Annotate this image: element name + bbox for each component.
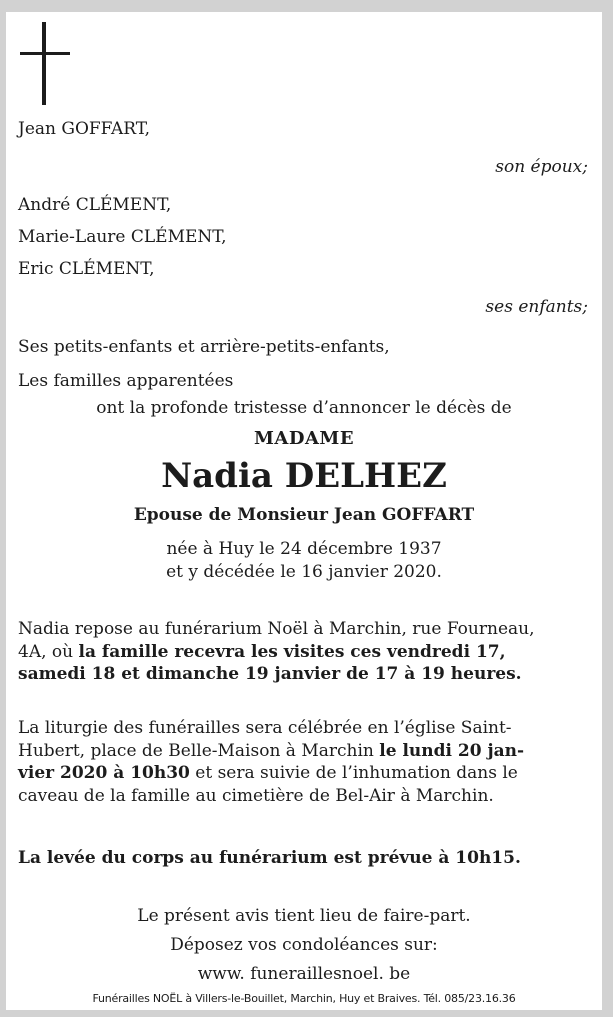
funeral-home-info: Funérailles NOËL à Villers-le-Bouillet, Marchin, Huy et Braives. Tél. 085/23.16.36 xyxy=(92,992,516,1005)
deceased-title: MADAME xyxy=(253,428,355,449)
obituary-notice xyxy=(6,12,602,1010)
children-role: ses enfants; xyxy=(485,297,588,317)
website-link[interactable]: www. funeraillesnoel. be xyxy=(197,964,411,984)
child-name: André CLÉMENT, xyxy=(18,195,172,215)
relatives: Les familles apparentées xyxy=(18,371,234,391)
visitation-paragraph: Nadia repose au funérarium Noël à Marchin, rue Fourneau, 4A, où la famille recevra les visites ces vendredi 17, samedi 18 et dimanche 19 janvier de 17 à 19 heures. xyxy=(18,619,535,684)
husband-name: Jean GOFFART, xyxy=(18,119,151,139)
grandchildren: Ses petits-enfants et arrière-petits-enfants, xyxy=(18,337,390,357)
liturgy-paragraph: La liturgie des funérailles sera célébrée en l’église Saint- Hubert, place de Belle-Maison à Marchin le lundi 20 jan- vier 2020 à 10h30 et sera suivie de l’inhumation dans le caveau de la famille au cimetière de Bel-Air à Marchin. xyxy=(18,718,525,806)
faire-part-notice: Le présent avis tient lieu de faire-part. xyxy=(137,906,471,926)
death-info: et y décédée le 16 janvier 2020. xyxy=(166,562,442,582)
child-name: Eric CLÉMENT, xyxy=(18,259,155,279)
husband-role: son époux; xyxy=(495,157,588,177)
deceased-spouse: Epouse de Monsieur Jean GOFFART xyxy=(133,505,475,525)
announcement-intro: ont la profonde tristesse d’annoncer le décès de xyxy=(96,398,512,418)
child-name: Marie-Laure CLÉMENT, xyxy=(18,227,227,247)
levee-notice: La levée du corps au funérarium est prévue à 10h15. xyxy=(18,848,521,868)
birth-info: née à Huy le 24 décembre 1937 xyxy=(166,539,442,559)
condolences-label: Déposez vos condoléances sur: xyxy=(170,935,438,955)
deceased-name: Nadia DELHEZ xyxy=(161,456,447,496)
